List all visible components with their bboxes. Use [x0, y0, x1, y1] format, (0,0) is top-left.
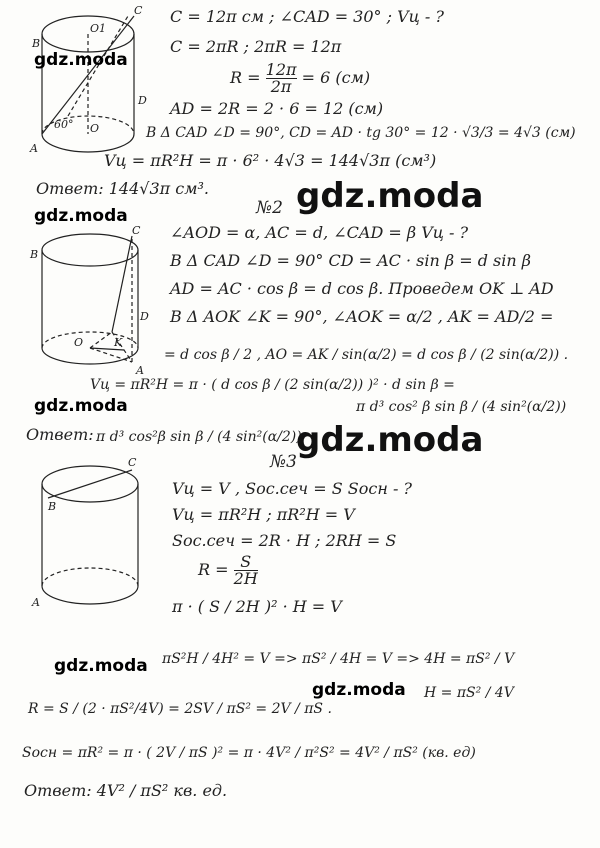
p2-line4: В Δ AOK ∠K = 90°, ∠AOK = α/2 , AK = AD/2 =	[170, 307, 554, 326]
p3-line8: Sосн = πR² = π · ( 2V / πS )² = π · 4V² / π²S² = 4V² / πS² (кв. ед)	[22, 745, 476, 761]
fig2-label-k: K	[114, 336, 123, 349]
fig3-label-a: A	[32, 596, 40, 609]
p2-given: ∠AOD = α, AC = d, ∠CAD = β Vц - ?	[170, 223, 469, 242]
watermark-small: gdz.moda	[34, 50, 128, 70]
p2-answer-label: Ответ:	[26, 425, 94, 444]
fig2-label-a: A	[136, 364, 144, 377]
fig2-label-o: O	[74, 336, 84, 349]
p3-number: №3	[270, 452, 297, 472]
p3-given: Vц = V , Sос.сеч = S Sосн - ?	[172, 479, 413, 498]
fig1-label-o: O	[90, 122, 100, 135]
p1-line5: В Δ CAD ∠D = 90°, CD = AD · tg 30° = 12 · √3/3 = 4√3 (см)	[146, 125, 576, 141]
p3-line4-num: S	[240, 552, 252, 571]
p1-line2: C = 2πR ; 2πR = 12π	[170, 37, 342, 56]
fig2-label-c: C	[132, 224, 141, 237]
watermark-small: gdz.moda	[34, 206, 128, 226]
watermark-large: gdz.moda	[296, 176, 484, 216]
fig2-label-b: B	[30, 248, 39, 261]
p1-line3-lhs: R =	[230, 68, 261, 87]
p1-line4: AD = 2R = 2 · 6 = 12 (см)	[170, 99, 384, 118]
p1-line3-num: 12π	[265, 60, 297, 79]
p2-line3: AD = AC · cos β = d cos β. Проведем OK ⊥ AD	[170, 279, 554, 298]
fig1-label-angle: 60°	[54, 118, 74, 131]
fig3-label-b: B	[48, 500, 57, 513]
p1-line3-rhs: = 6 (см)	[301, 68, 371, 87]
cylinder-figure-1	[28, 2, 153, 162]
p3-line4-fraction	[234, 554, 258, 587]
p3-line4-den: 2H	[233, 569, 258, 588]
p3-answer: Ответ: 4V² / πS² кв. ед.	[24, 781, 228, 800]
watermark-large: gdz.moda	[296, 420, 484, 460]
fig1-label-o1: O1	[90, 22, 107, 35]
fig1-label-a: A	[30, 142, 38, 155]
fig1-label-b: B	[32, 37, 41, 50]
p2-number: №2	[256, 198, 283, 218]
p3-line5: π · ( S / 2H )² · H = V	[172, 597, 342, 616]
p3-line7: R = S / (2 · πS²/4V) = 2SV / πS² = 2V / πS .	[28, 701, 332, 717]
p1-answer: Ответ: 144√3π см³.	[36, 179, 209, 198]
p2-answer: π d³ cos²β sin β / (4 sin²(α/2))	[96, 429, 302, 445]
fig3-label-c: C	[128, 456, 137, 469]
p3-line4-lhs: R =	[198, 560, 229, 579]
p3-line6: πS²H / 4H² = V => πS² / 4H = V => 4H = πS² / V	[162, 651, 515, 667]
p2-line6-lhs: Vц = πR²H = π · ( d cos β / (2 sin(α/2)) )² · d sin β =	[90, 377, 455, 393]
watermark-small: gdz.moda	[54, 656, 148, 676]
p2-line5: = d cos β / 2 , AO = AK / sin(α/2) = d cos β / (2 sin(α/2)) .	[164, 347, 569, 363]
p1-line3	[230, 62, 370, 95]
fig2-label-d: D	[140, 310, 149, 323]
fig1-label-d: D	[138, 94, 147, 107]
fig1-label-c: C	[134, 4, 143, 17]
p1-given: C = 12π см ; ∠CAD = 30° ; Vц - ?	[170, 7, 444, 26]
watermark-small: gdz.moda	[34, 396, 128, 416]
p1-line3-fraction	[266, 62, 297, 95]
p3-line3: Sос.сеч = 2R · H ; 2RH = S	[172, 531, 397, 550]
watermark-small: gdz.moda	[312, 680, 406, 700]
p2-line2: В Δ CAD ∠D = 90° CD = AC · sin β = d sin β	[170, 251, 531, 270]
p2-line6-rhs: π d³ cos² β sin β / (4 sin²(α/2))	[356, 399, 567, 415]
p3-line4	[198, 554, 258, 587]
cylinder-figure-2	[28, 224, 153, 378]
cylinder-figure-3	[28, 458, 153, 608]
p1-line6: Vц = πR²H = π · 6² · 4√3 = 144√3π (см³)	[104, 151, 437, 170]
p3-line2: Vц = πR²H ; πR²H = V	[172, 505, 355, 524]
p1-line3-den: 2π	[266, 78, 297, 95]
p3-line6b: H = πS² / 4V	[424, 685, 514, 701]
